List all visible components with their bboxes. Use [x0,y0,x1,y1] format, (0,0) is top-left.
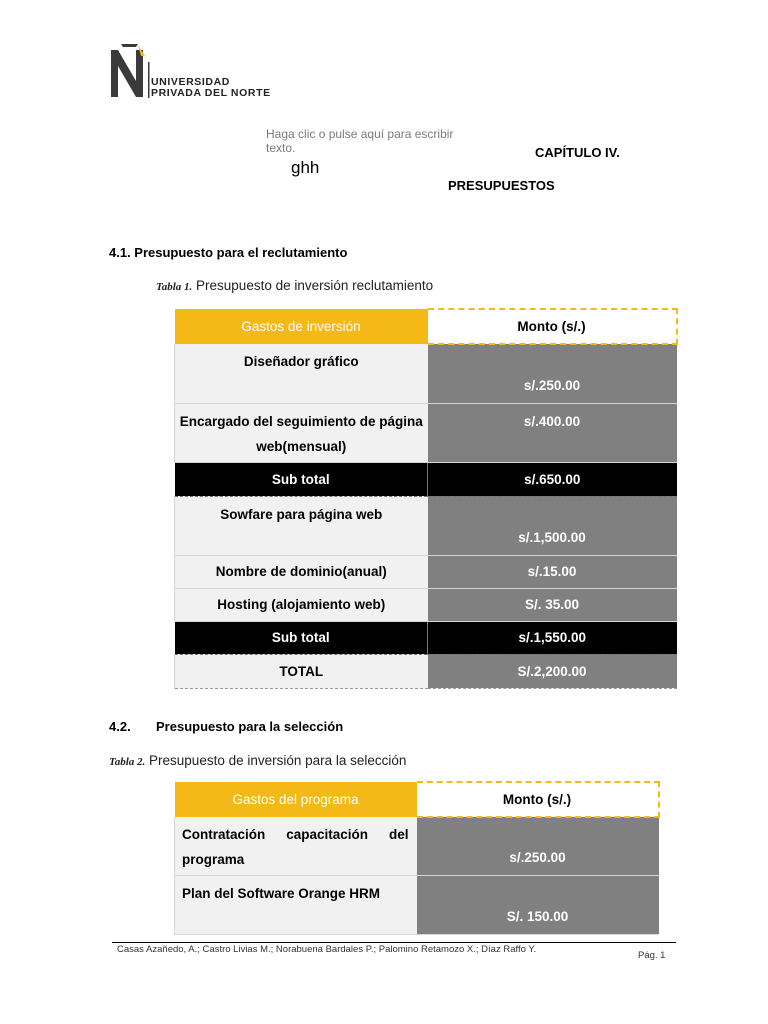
subtotal-amount: s/.1,550.00 [428,621,677,654]
table-cell-amount: s/.400.00 [428,403,677,462]
table-cell-item: Nombre de dominio(anual) [175,555,428,588]
table-row [175,817,659,875]
footer-authors: Casas Azañedo, A.; Castro Livias M.; Norabuena Bardales P.; Palomino Retamozo X.; Díaz Raffo Y. [117,944,537,955]
table-cell-amount: s/.250.00 [428,344,677,403]
table-cell-amount: s/.15.00 [428,555,677,588]
table-1-caption [156,278,433,293]
table-1-header-item: Gastos de inversión [175,309,428,344]
table-1-header-amount: Monto (s/.) [428,309,677,344]
table-seleccion [174,781,660,935]
table-1-caption-label: Tabla 1. [156,281,193,293]
table-2-header-item: Gastos del programa [175,782,417,817]
table-cell-amount: S/. 35.00 [428,588,677,621]
text-placeholder[interactable]: Haga clic o pulse aquí para escribir texto. [266,127,454,155]
table-2-caption-label: Tabla 2. [109,756,146,768]
total-row [175,654,677,688]
table-cell-item: Sowfare para página web [175,496,428,555]
subtotal-row [175,621,677,654]
table-cell-item: Hosting (alojamiento web) [175,588,428,621]
table-cell-amount: s/.250.00 [417,817,659,875]
table-row [175,588,677,621]
logo-wordmark [151,77,271,99]
table-2-header-amount: Monto (s/.) [417,782,659,817]
chapter-title: PRESUPUESTOS [448,178,555,193]
table-row [175,403,677,462]
subtotal-amount: s/.650.00 [428,462,677,496]
table-row [175,555,677,588]
table-cell-item: Diseñador gráfico [175,344,428,403]
section-2-heading: Presupuesto para la selección [156,719,344,734]
chapter-number: CAPÍTULO IV. [535,145,620,160]
subtotal-label: Sub total [175,462,428,496]
total-label: TOTAL [175,654,428,688]
table-cell-item: Encargado del seguimiento de página web(mensual) [175,403,428,462]
table-cell-amount: s/.1,500.00 [428,496,677,555]
section-1-heading: 4.1. Presupuesto para el reclutamiento [109,245,348,260]
section-2-number: 4.2. [109,719,131,734]
logo-line-1: UNIVERSIDAD [151,76,230,88]
table-row [175,875,659,934]
table-cell-amount: S/. 150.00 [417,875,659,934]
table-cell-item: Contratación capacitación del programa [175,817,417,875]
table-1-caption-text: Presupuesto de inversión reclutamiento [196,278,434,293]
table-2-caption-text: Presupuesto de inversión para la selección [149,753,407,768]
total-amount: S/.2,200.00 [428,654,677,688]
table-row [175,344,677,403]
footer-divider [112,942,676,943]
subtotal-row [175,462,677,496]
typed-text[interactable]: ghh [291,158,320,177]
table-reclutamiento [174,308,678,689]
page-number: Pág. 1 [638,950,666,961]
table-2-caption [109,753,406,768]
logo-line-2: PRIVADA DEL NORTE [151,87,271,99]
subtotal-label: Sub total [175,621,428,654]
table-cell-item: Plan del Software Orange HRM [175,875,417,934]
table-row [175,496,677,555]
